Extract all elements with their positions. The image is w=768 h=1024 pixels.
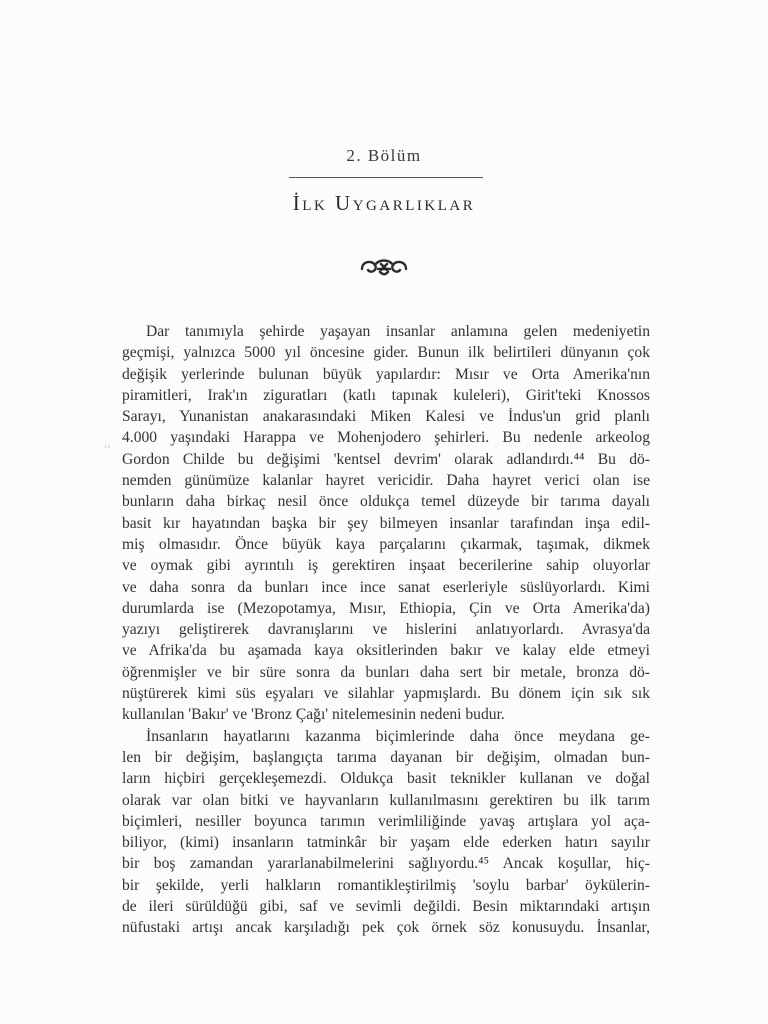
text-line: biliyor, (kimi) insanların tatminkâr bir yaşam elde ederken hatırı sayılır (122, 834, 650, 852)
text-line: basit kır hayatından başka bir şey bilmeyen insanlar tarafından inşa edil- (122, 514, 650, 532)
text-line: kullanılan 'Bakır' ve 'Bronz Çağı' nitelemesinin nedeni budur. (122, 706, 505, 724)
text-line: ve daha sonra da bunları ince ince sanat eserleriyle süslüyorlardı. Kimi (122, 578, 650, 596)
text-line: miş olmasıdır. Önce büyük kaya parçalarını çıkarmak, taşımak, dikmek (122, 535, 650, 553)
text-line: 4.000 yaşındaki Harappa ve Mohenjodero şehirleri. Bu nedenle arkeolog (122, 429, 650, 447)
text-line: bunların daha birkaç nesil önce oldukça temel düzeyde bir tarıma dayalı (122, 493, 650, 511)
chapter-title: İlk Uygarlıklar (292, 191, 476, 215)
text-line: nemden günümüze kalanlar hayret vericidir. Daha hayret verici olan ise (122, 472, 650, 490)
text-line: olarak var olan bitki ve hayvanların kullanılmasını gerektiren bu ilk tarım (122, 791, 650, 809)
fleuron-ornament-icon (356, 254, 412, 278)
text-line: bir boş zamandan yararlanabilmelerini sağlıyordu.⁴⁵ Ancak koşullar, hiç- (122, 855, 650, 873)
body-text (122, 321, 650, 939)
chapter-number: 2. Bölüm (346, 146, 422, 165)
text-line: Gordon Childe bu değişimi 'kentsel devrim' olarak adlandırdı.⁴⁴ Bu dö- (122, 450, 650, 468)
text-line: Sarayı, Yunanistan anakarasındaki Miken Kalesi ve İndus'un grid planlı (122, 408, 650, 426)
text-line: durumlarda ise (Mezopotamya, Mısır, Ethiopia, Çin ve Orta Amerika'da) (122, 599, 650, 617)
text-line: ve oymak gibi ayrıntılı iş gerektiren inşaat becerilerine sahip oluyorlar (122, 557, 650, 575)
text-line: biçimleri, nesiller boyunca tarımın verimliliğinde yavaş artışlara yol aça- (122, 812, 650, 830)
text-line: yazıyı geliştirerek davranışlarını ve hislerini anlatıyorlardı. Avrasya'da (122, 621, 650, 639)
text-line: nüştürerek kimi süs eşyaları ve silahlar yapmışlardı. Bu dönem için sık sık (122, 685, 650, 703)
text-line: len bir değişim, başlangıçta tarıma dayanan bir değişim, olmadan bun- (122, 748, 650, 766)
scan-artifact: ‹‹ (104, 441, 111, 452)
text-line: öğrenmişler ve bir süre sonra da bunları daha sert bir metale, bronza dö- (122, 663, 650, 681)
text-line: bir şekilde, yerli halkların romantikleştirilmiş 'soylu barbar' öykülerin- (122, 876, 650, 894)
chapter-divider-rule (289, 177, 483, 178)
text-line: de ileri sürüldüğü gibi, saf ve sevimli değildi. Besin miktarındaki artışın (122, 898, 650, 916)
text-line: Dar tanımıyla şehirde yaşayan insanlar anlamına gelen medeniyetin (146, 323, 650, 340)
text-line: değişik yerlerinde bulunan büyük yapılardır: Mısır ve Orta Amerika'nın (122, 365, 650, 383)
text-line: İnsanların hayatlarını kazanma biçimlerinde daha önce meydana ge- (146, 727, 650, 745)
text-line: ve Afrika'da bu aşamada kaya oksitlerinden bakır ve kalay elde etmeyi (122, 642, 650, 660)
text-line: piramitleri, Irak'ın ziguratları (katlı tapınak kuleleri), Girit'teki Knossos (122, 386, 650, 404)
text-line: geçmişi, yalnızca 5000 yıl öncesine gider. Bunun ilk belirtileri dünyanın çok (122, 344, 650, 362)
text-line: ların hiçbiri gerçekleşemezdi. Oldukça basit teknikler kullanan ve doğal (122, 770, 650, 788)
text-line: nüfustaki artışı ancak karşıladığı pek çok örnek söz konusuydu. İnsanlar, (122, 919, 650, 937)
